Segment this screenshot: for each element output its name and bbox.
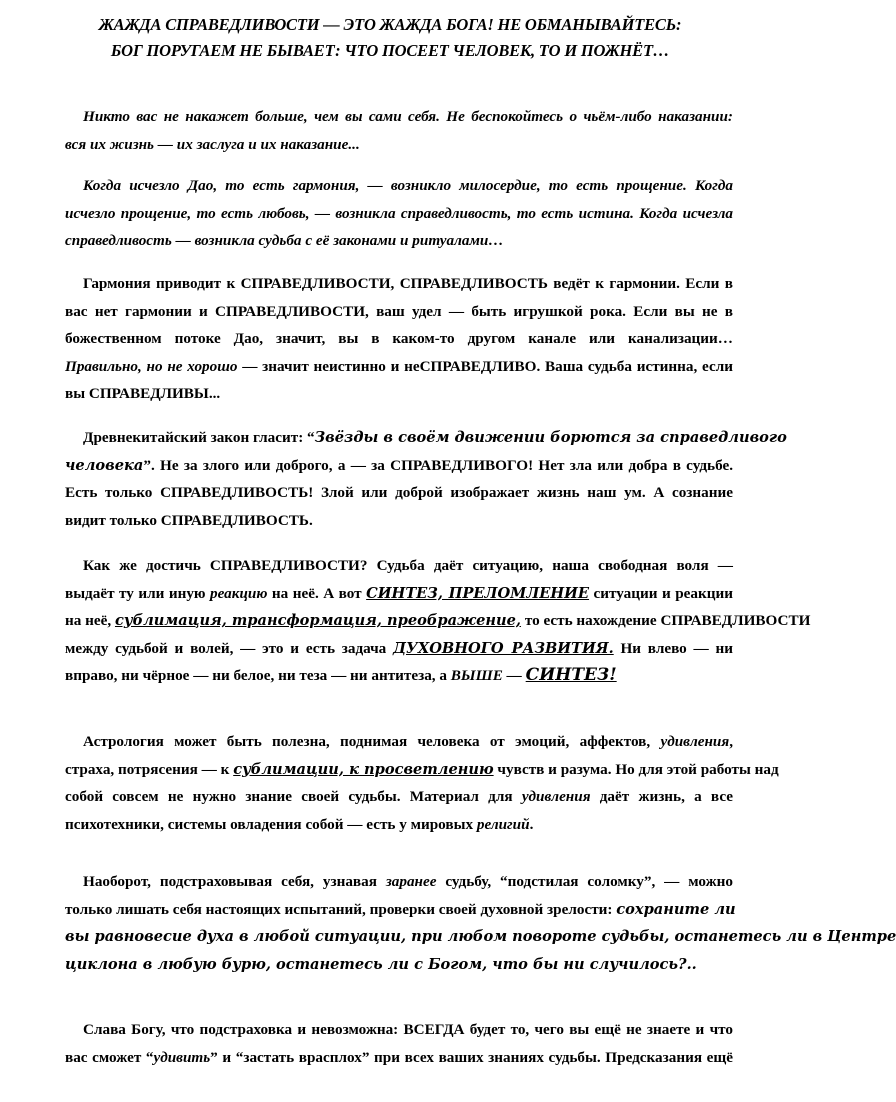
body-text: между судьбой и волей, — это и есть задача — [65, 639, 394, 657]
paragraph-line: вся их жизнь — их заслуга и их наказание... — [65, 135, 360, 153]
quote-text: сохраните ли — [616, 900, 736, 918]
paragraph-2 — [47, 172, 733, 255]
body-text: ”. Не за злого или доброго, а — за СПРАВЕДЛИВОГО! Нет зла или добра в судьбе. — [143, 456, 733, 474]
paragraph-8 — [47, 1016, 733, 1071]
paragraph-line — [47, 635, 733, 663]
body-text: даёт жизнь, а все — [590, 788, 733, 805]
emphasis-text: удивления — [660, 733, 730, 750]
paragraph-line: божественном потоке Дао, значит, вы в каком-то другом канале или канализации… — [65, 330, 733, 347]
body-text: Древнекитайский закон гласит: “ — [83, 429, 315, 446]
body-text: Наоборот, подстраховывая себя, узнавая — [83, 873, 386, 890]
emphasis-text: Правильно, но не хорошо — [65, 357, 238, 375]
title-line-1: ЖАЖДА СПРАВЕДЛИВОСТИ — ЭТО ЖАЖДА БОГА! НЕ ОБМАНЫВАЙТЕСЬ: — [98, 15, 682, 34]
paragraph-4 — [47, 424, 787, 534]
paragraph-3 — [47, 270, 733, 408]
paragraph-line: справедливость — возникла судьба с её законами и ритуалами… — [65, 232, 504, 249]
body-text: выдаёт ту или иную — [65, 584, 211, 602]
paragraph-line — [47, 811, 733, 839]
body-text: — значит неистинно и неСПРАВЕДЛИВО. Ваша судьба истинна, если — [237, 357, 733, 375]
paragraph-line — [47, 353, 733, 381]
paragraph-line — [47, 424, 787, 452]
body-text: только лишать себя настоящих испытаний, проверки своей духовной зрелости: — [65, 900, 617, 918]
body-text: Ни влево — ни — [613, 639, 733, 657]
paragraph-line — [47, 783, 733, 811]
paragraph-line — [47, 868, 733, 896]
paragraph-line — [47, 662, 733, 690]
paragraph-line: Как же достичь СПРАВЕДЛИВОСТИ? Судьба даёт ситуацию, наша свободная воля — — [83, 557, 733, 574]
emphasis-text: заранее — [385, 873, 437, 890]
paragraph-line: Слава Богу, что подстраховка и невозможна: ВСЕГДА будет то, чего вы ещё не знаете и что — [83, 1021, 733, 1038]
body-text: ” и “застать врасплох” при всех ваших знаниях судьбы. Предсказания ещё — [210, 1048, 733, 1066]
body-text: на неё, — [65, 612, 115, 629]
body-text: чувств и разума. Но для этой работы над — [493, 760, 779, 778]
title-line-2: БОГ ПОРУГАЕМ НЕ БЫВАЕТ: ЧТО ПОСЕЕТ ЧЕЛОВЕК, ТО И ПОЖНЁТ… — [110, 41, 670, 60]
paragraph-line: вы СПРАВЕДЛИВЫ... — [65, 385, 221, 402]
paragraph-line: вас нет гармонии и СПРАВЕДЛИВОСТИ, ваш удел — быть игрушкой рока. Если вы не в — [65, 302, 733, 320]
body-text: на неё. А вот — [267, 584, 367, 602]
paragraph-7 — [47, 868, 896, 978]
body-text: страха, потрясения — к — [65, 760, 234, 778]
emphasis-text: реакцию — [210, 584, 268, 602]
body-text: , — [729, 733, 733, 750]
paragraph-6 — [47, 728, 779, 838]
paragraph-line: исчезло прощение, то есть любовь, — возникла справедливость, то есть истина. Когда исчезла — [65, 204, 733, 222]
body-text: собой совсем не нужно знание своей судьбы. Материал для — [65, 788, 522, 805]
paragraph-line: циклона в любую бурю, останетесь ли с Богом, что бы ни случилось?.. — [65, 955, 697, 973]
paragraph-line: Есть только СПРАВЕДЛИВОСТЬ! Злой или доброй изображает жизнь наш ум. А сознание — [65, 484, 733, 501]
underlined-emphasis: СИНТЕЗ, ПРЕЛОМЛЕНИЕ — [366, 584, 590, 602]
underlined-emphasis: ДУХОВНОГО РАЗВИТИЯ. — [393, 639, 614, 657]
underlined-emphasis: сублимации, к просветлению — [233, 760, 494, 778]
page-title — [40, 12, 740, 64]
paragraph-line — [47, 896, 736, 924]
body-text: вправо, ни чёрное — ни белое, ни теза — ни антитеза, а — [65, 667, 451, 684]
paragraph-line — [47, 756, 779, 784]
paragraph-line: вы равновесие духа в любой ситуации, при любом повороте судьбы, останетесь ли в Центре — [65, 928, 896, 945]
paragraph-1 — [47, 103, 733, 158]
quote-text: Звёзды в своём движении борются за справедливого — [314, 429, 787, 446]
body-text: то есть нахождение СПРАВЕДЛИВОСТИ — [521, 612, 811, 629]
paragraph-line: Никто вас не накажет больше, чем вы сами себя. Не беспокойтесь о чьём-либо наказании: — [83, 108, 733, 125]
body-text: психотехники, системы овладения собой — есть у мировых — [65, 815, 477, 833]
body-text: Астрология может быть полезна, поднимая человека от эмоций, аффектов, — [83, 733, 661, 750]
body-text: ситуации и реакции — [589, 584, 734, 602]
body-text: вас сможет “ — [65, 1048, 154, 1066]
emphasis-text: религий — [476, 815, 530, 833]
emphasis-text: удивления — [521, 788, 591, 805]
body-text: судьбу, “подстилая соломку”, — можно — [436, 873, 733, 890]
emphasis-text: удивить — [153, 1048, 211, 1066]
paragraph-line — [47, 452, 733, 480]
paragraph-line — [47, 1044, 733, 1072]
paragraph-line — [47, 728, 733, 756]
paragraph-line — [47, 607, 811, 635]
emphasis-text: ВЫШЕ — — [450, 667, 526, 684]
paragraph-line: Когда исчезло Дао, то есть гармония, — возникло милосердие, то есть прощение. Когда — [83, 177, 733, 194]
paragraph-line — [47, 580, 733, 608]
quote-text: человека — [65, 456, 144, 474]
paragraph-5 — [47, 552, 811, 690]
paragraph-line: видит только СПРАВЕДЛИВОСТЬ. — [65, 511, 313, 529]
underlined-emphasis: сублимация, трансформация, преображение, — [114, 612, 522, 629]
body-text: . — [529, 815, 534, 833]
paragraph-line: Гармония приводит к СПРАВЕДЛИВОСТИ, СПРАВЕДЛИВОСТЬ ведёт к гармонии. Если в — [83, 275, 733, 292]
underlined-emphasis: СИНТЕЗ! — [525, 665, 617, 685]
